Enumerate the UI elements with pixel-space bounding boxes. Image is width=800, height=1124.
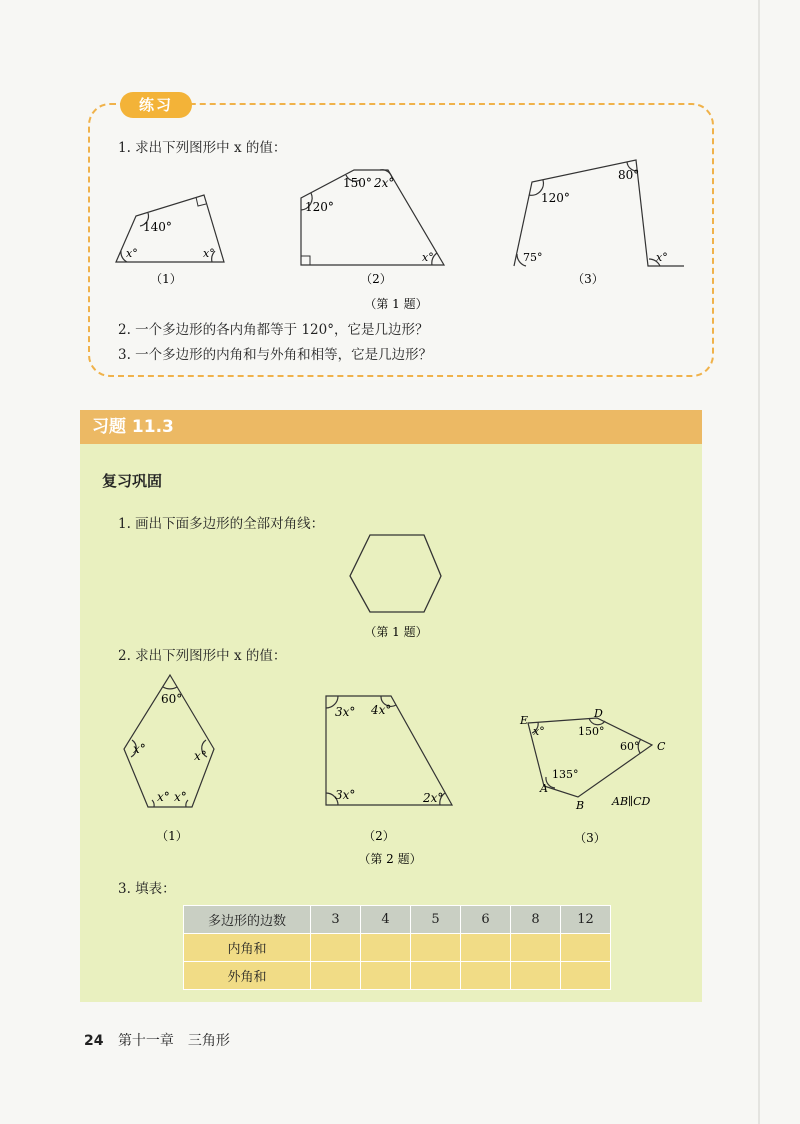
ex-fig2-angle-150: 150° <box>343 176 372 190</box>
pr-fig1-x4: x° <box>174 790 187 804</box>
exercise-q2: 2. 一个多边形的各内角都等于 120°，它是几边形？ <box>118 322 429 338</box>
page-number: 24 <box>84 1033 104 1049</box>
ex-fig3-caption: （3） <box>572 272 604 286</box>
table-row <box>184 934 611 962</box>
page-footer <box>84 1030 230 1050</box>
hexagon-figure <box>340 528 450 643</box>
page-edge <box>758 0 760 1124</box>
table-cell <box>461 962 511 990</box>
table-cell <box>511 934 561 962</box>
pr-fig1-x2: x° <box>194 749 207 763</box>
fill-table <box>183 905 611 990</box>
table-row-label: 内角和 <box>184 934 311 962</box>
pr-figure-caption: （第 2 题） <box>358 852 422 866</box>
table-cell <box>511 962 561 990</box>
ex-fig1-x2: x° <box>203 247 215 260</box>
pr-fig2-angle-4x: 4x° <box>371 703 392 717</box>
ex-fig1-angle-140: 140° <box>143 220 172 234</box>
pr-fig1-x1: x° <box>133 742 146 756</box>
problems-title: 习题 11.3 <box>92 417 174 437</box>
ex-fig2-caption: （2） <box>360 272 392 286</box>
pr-fig3-angle-150: 150° <box>578 725 605 738</box>
problems-q2: 2. 求出下列图形中 x 的值： <box>118 648 287 664</box>
table-header-cell: 12 <box>561 906 611 934</box>
table-cell <box>311 962 361 990</box>
pr-fig1-x3: x° <box>157 790 170 804</box>
exercise-label: 练习 <box>120 92 192 118</box>
pr-fig1-caption: （1） <box>156 829 188 843</box>
ex-fig3-angle-120: 120° <box>541 191 570 205</box>
ex-fig1-caption: （1） <box>150 272 182 286</box>
table-header-cell: 多边形的边数 <box>184 906 311 934</box>
table-header-cell: 5 <box>411 906 461 934</box>
ex-fig2-x: x° <box>422 251 434 264</box>
ex-fig2-angle-2x: 2x° <box>374 176 395 190</box>
exercise-figures <box>100 155 700 315</box>
section-heading: 复习巩固 <box>102 472 163 490</box>
exercise-q1: 1. 求出下列图形中 x 的值： <box>118 140 287 156</box>
pr-fig3-x: x° <box>533 725 545 738</box>
pr-fig3-caption: （3） <box>574 831 606 845</box>
table-cell <box>361 934 411 962</box>
pr-fig2-angle-3x-bottom: 3x° <box>335 788 356 802</box>
pr-fig3-angle-60: 60° <box>620 740 640 753</box>
table-cell <box>461 934 511 962</box>
pr-fig3-label-E: E <box>520 714 529 727</box>
pr-fig3-note: AB∥CD <box>612 795 651 808</box>
ex-fig2-angle-120: 120° <box>305 200 334 214</box>
ex-figure-caption: （第 1 题） <box>364 297 428 311</box>
pr-fig2-angle-3x-top: 3x° <box>335 705 356 719</box>
pr-fig3-label-B: B <box>576 799 585 812</box>
pr-fig3-label-D: D <box>594 707 603 720</box>
pr-fig2-angle-2x: 2x° <box>423 791 444 805</box>
table-header-cell: 3 <box>311 906 361 934</box>
ex-fig3-angle-75: 75° <box>523 251 543 264</box>
problems-figures <box>100 665 700 875</box>
table-row-label: 外角和 <box>184 962 311 990</box>
exercise-q3: 3. 一个多边形的内角和与外角和相等，它是几边形？ <box>118 347 433 363</box>
pr-fig3-angle-135: 135° <box>552 768 579 781</box>
table-cell <box>311 934 361 962</box>
ex-fig1-x: x° <box>126 247 138 260</box>
pr-fig1-angle-60: 60° <box>161 692 183 706</box>
table-cell <box>411 962 461 990</box>
table-header-cell: 4 <box>361 906 411 934</box>
pr-fig3-label-A: A <box>540 782 548 795</box>
table-cell <box>411 934 461 962</box>
table-cell <box>561 962 611 990</box>
pr-fig2-caption: （2） <box>363 829 395 843</box>
pr-fig3-label-C: C <box>657 740 666 753</box>
ex-fig3-x: x° <box>656 251 668 264</box>
table-cell <box>561 934 611 962</box>
table-row <box>184 962 611 990</box>
chapter-title: 第十一章 三角形 <box>117 1033 230 1049</box>
hexagon-caption: （第 1 题） <box>364 625 428 639</box>
table-header-cell: 6 <box>461 906 511 934</box>
table-cell <box>361 962 411 990</box>
problems-q1: 1. 画出下面多边形的全部对角线： <box>118 516 325 532</box>
table-header-cell: 8 <box>511 906 561 934</box>
problems-q3: 3. 填表： <box>118 881 176 897</box>
ex-fig3-angle-80: 80° <box>618 168 640 182</box>
table-header-row <box>184 906 611 934</box>
